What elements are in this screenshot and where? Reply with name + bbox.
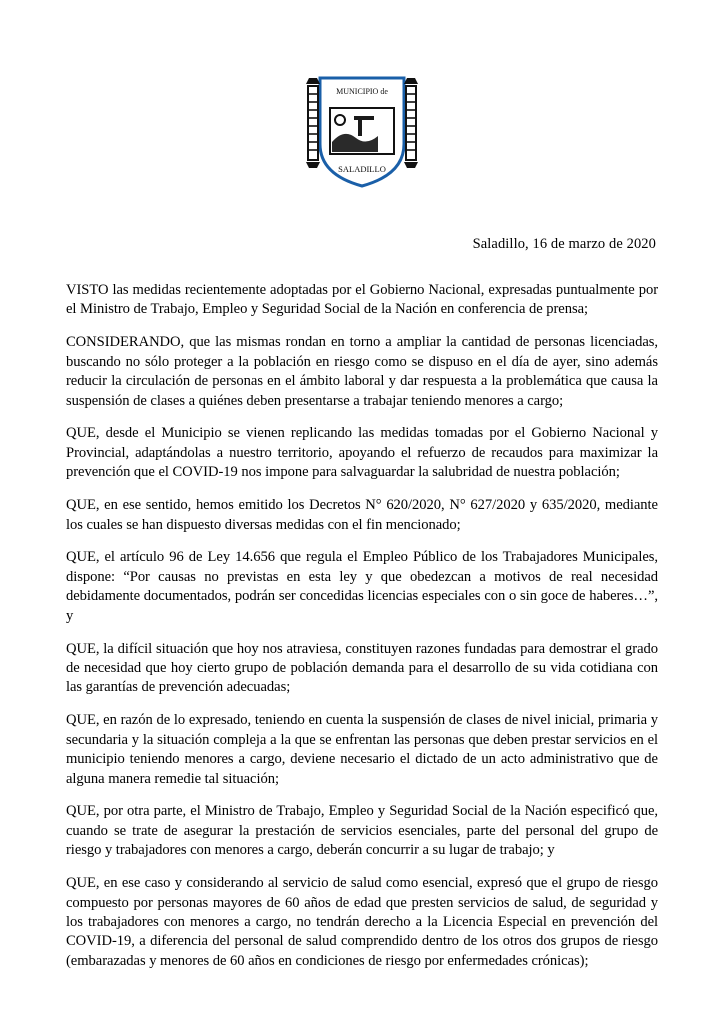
paragraph-que-3: QUE, el artículo 96 de Ley 14.656 que regula el Empleo Público de los Trabajadores Municipales, dispone: “Por causas no previstas en esta ley y que obedezcan a motivos de real necesidad debidamente documentados, podrán ser concedidas licencias especiales con o sin goce de haberes…”, y [66, 549, 658, 624]
paragraph-que-1: QUE, desde el Municipio se vienen replicando las medidas tomadas por el Gobierno Nacional y Provincial, adaptándolas a nuestro territorio, apoyando el refuerzo de recaudos para maximizar la prevención que el COVID-19 nos impone para salvaguardar la salubridad de nuestra población; [66, 425, 658, 481]
crest-top-text: MUNICIPIO de [336, 87, 388, 96]
paragraph-que-4: QUE, la difícil situación que hoy nos atraviesa, constituyen razones fundadas para demostrar el grado de necesidad que hoy cierto grupo de población demanda para el desarrollo de su vida cotidiana con las garantías de prevención adecuadas; [66, 640, 658, 696]
paragraph-considerando: CONSIDERANDO, que las mismas rondan en torno a ampliar la cantidad de personas licenciadas, buscando no sólo proteger a la población en riesgo como se dispuso en el día de ayer, sino además reducir la circulación de personas en el ámbito laboral y dar respuesta a la problemática que causa la suspensión de clases a quiénes deben presentarse a trabajar teniendo menores a cargo; [66, 334, 658, 409]
crest-bottom-text: SALADILLO [338, 164, 386, 174]
document-body [66, 281, 658, 971]
paragraph-que-2: QUE, en ese sentido, hemos emitido los Decretos N° 620/2020, N° 627/2020 y 635/2020, mediante los cuales se han dispuesto diversas medidas con el fin mencionado; [66, 497, 658, 533]
paragraph-visto: VISTO las medidas recientemente adoptadas por el Gobierno Nacional, expresadas puntualmente por el Ministro de Trabajo, Empleo y Seguridad Social de la Nación en conferencia de prensa; [66, 282, 658, 318]
paragraph-que-5: QUE, en razón de lo expresado, teniendo en cuenta la suspensión de clases de nivel inicial, primaria y secundaria y la situación compleja a la que se enfrentan las personas que deben prestar servicios en el municipio teniendo menores a cargo, deviene necesario el dictado de un acto administrativo que de alguna manera remedie tal situación; [66, 712, 658, 787]
dateline: Saladillo, 16 de marzo de 2020 [472, 236, 656, 252]
crest-container [66, 0, 658, 190]
paragraph-que-6: QUE, por otra parte, el Ministro de Trabajo, Empleo y Seguridad Social de la Nación especificó que, cuando se trate de asegurar la prestación de servicios esenciales, parte del personal del grupo de riesgo y trabajadores con menores a cargo, deberán concurrir a su lugar de trabajo; y [66, 803, 658, 859]
municipal-coat-of-arms-icon [294, 72, 430, 190]
paragraph-que-7: QUE, en ese caso y considerando al servicio de salud como esencial, expresó que el grupo de riesgo compuesto por personas mayores de 60 años de edad que presten servicios de salud, de seguridad y los trabajadores con menores a cargo, no tendrán derecho a la Licencia Especial en prevención del COVID-19, a diferencia del personal de salud comprendido dentro de los otros dos grupos de riesgo (embarazadas y menores de 60 años en condiciones de riesgo por enfermedades crónicas); [66, 875, 658, 969]
